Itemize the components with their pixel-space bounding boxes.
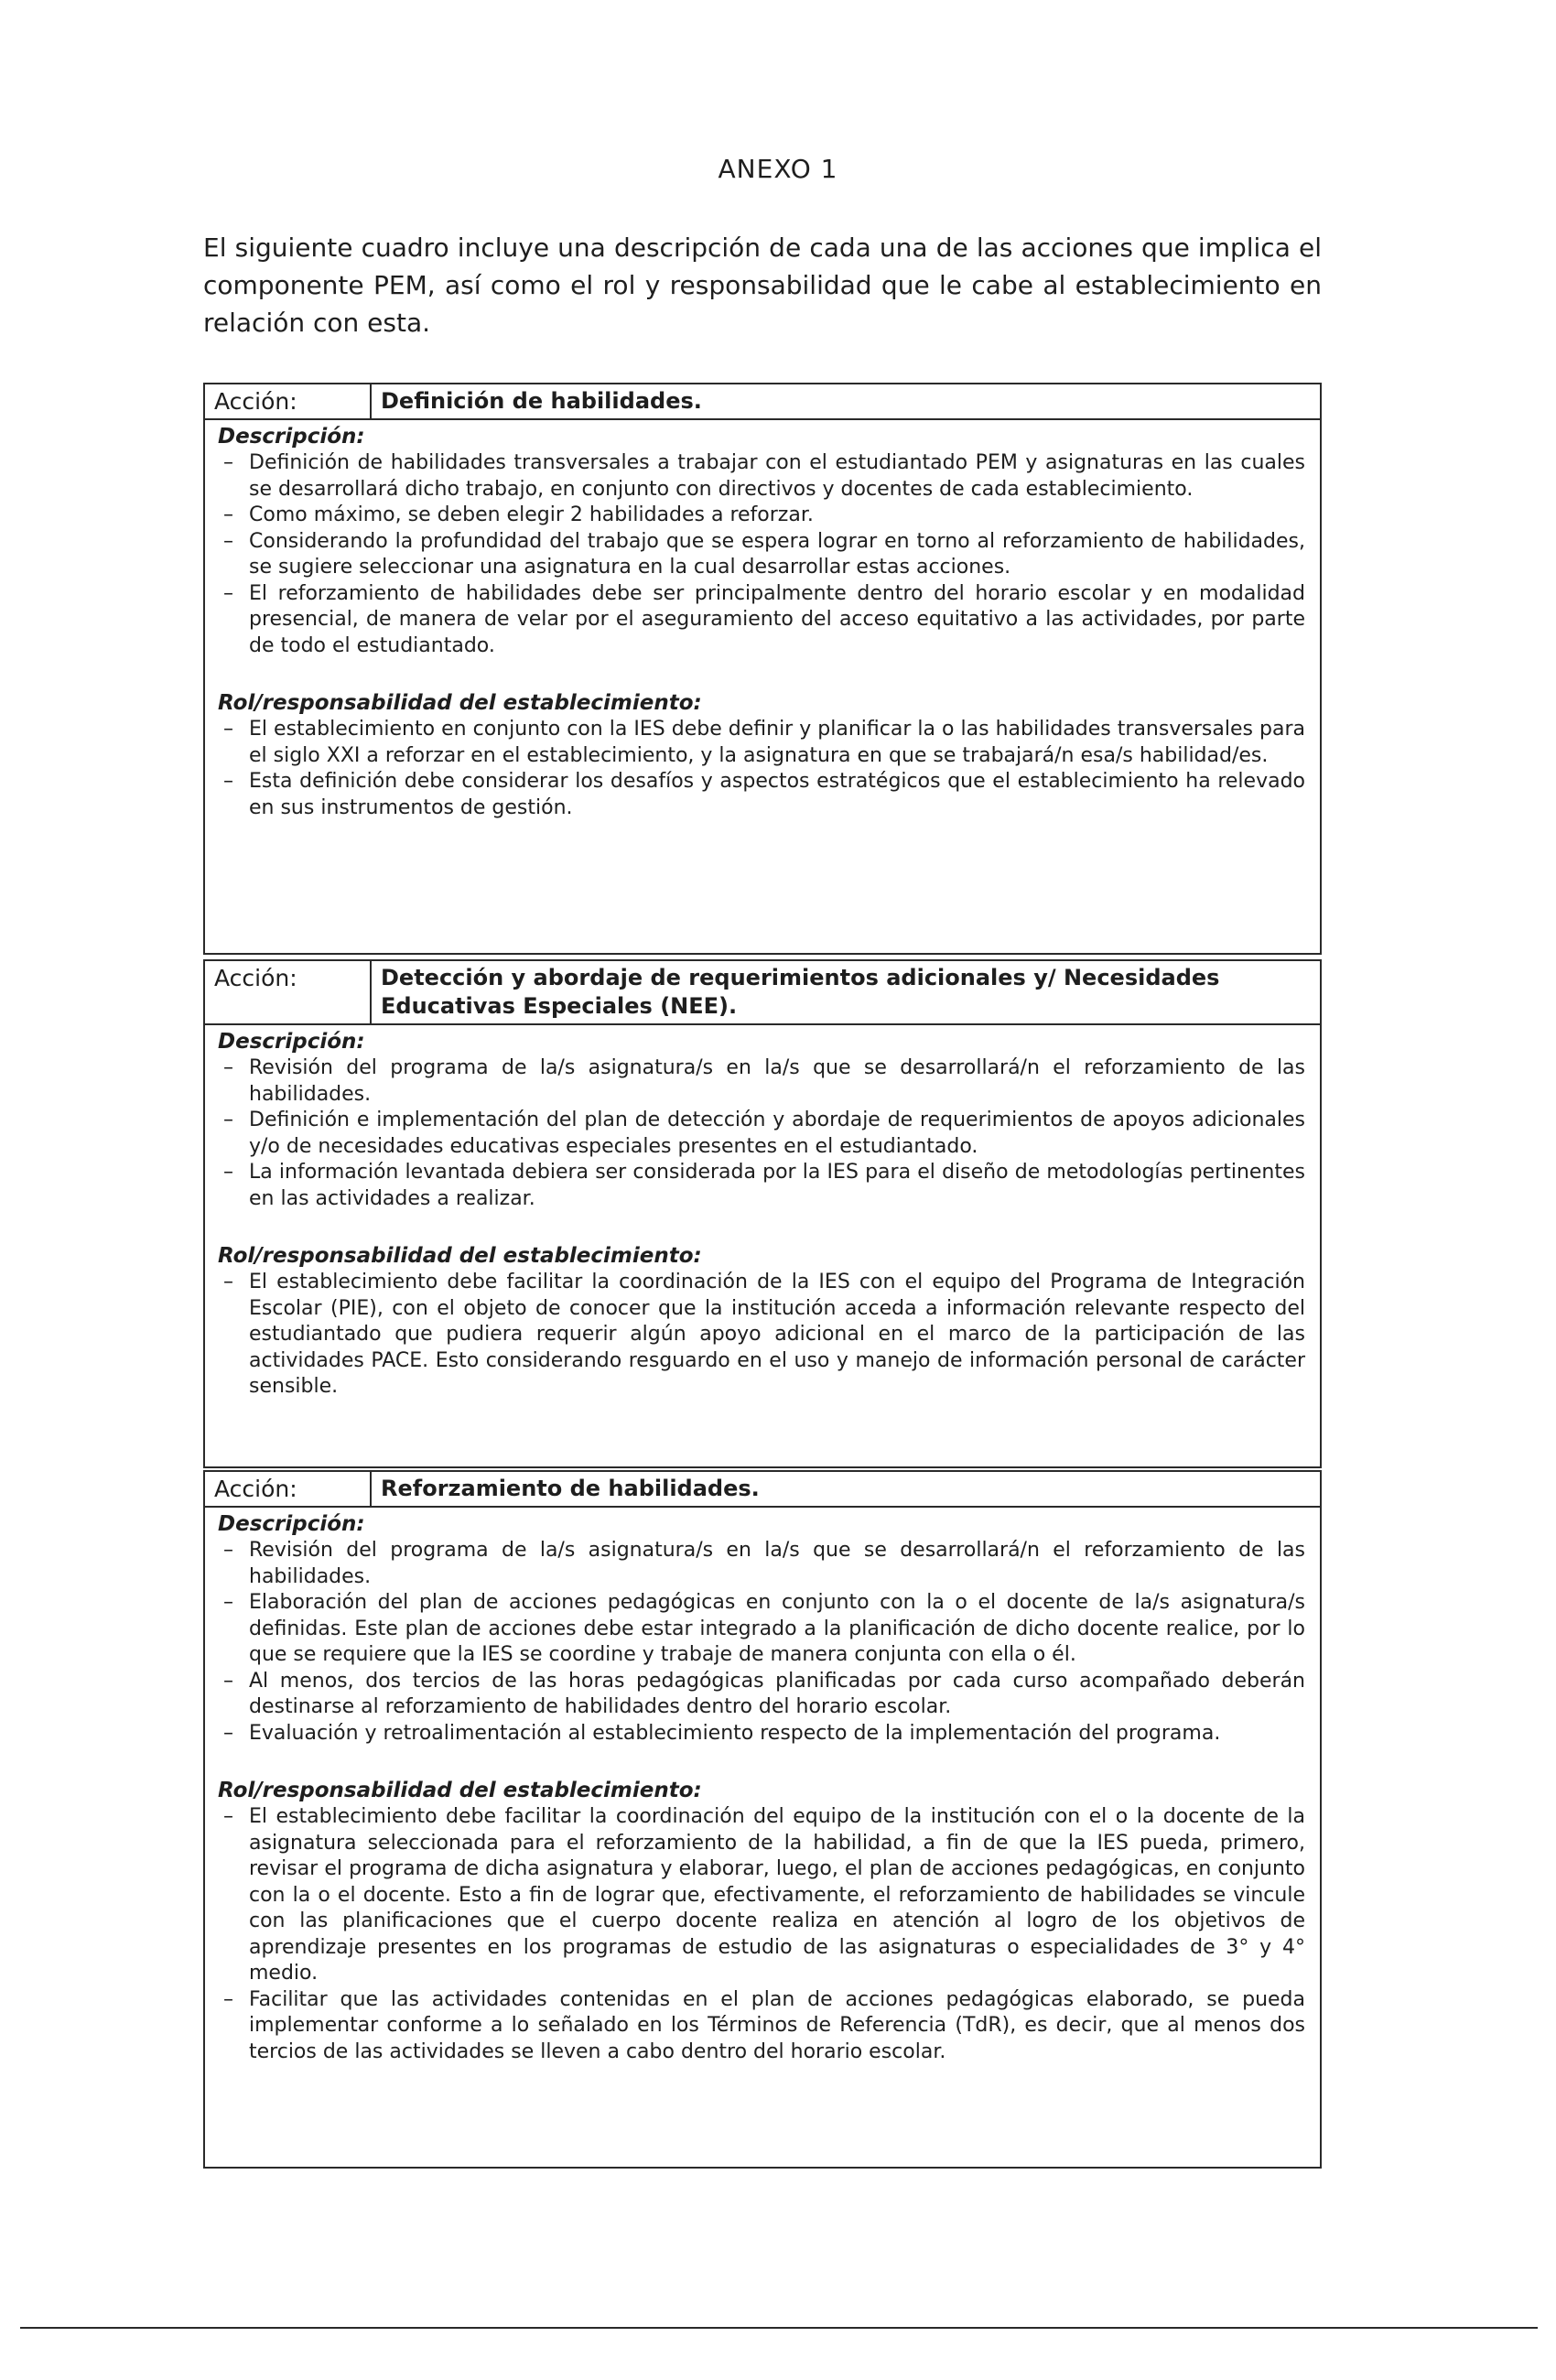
action-label: Acción:	[205, 384, 372, 418]
action-title: Reforzamiento de habilidades.	[381, 1476, 760, 1501]
action-title: Detección y abordaje de requerimientos adicionales y/ Necesidades Educativas Especiales (NEE).	[381, 965, 1220, 1019]
list-item: – El establecimiento en conjunto con la IES debe definir y planificar la o las habilidades transversales para el siglo XXI a reforzar en el establecimiento, y la asignatura en que se trabajará/n esa/s habilidad/es.	[218, 717, 1305, 769]
list-item: – Definición e implementación del plan de detección y abordaje de requerimientos de apoyos adicionales y/o de necesidades educativas especiales presentes en el estudiantado.	[218, 1108, 1305, 1160]
action-title: Definición de habilidades.	[381, 388, 702, 414]
description-list	[218, 450, 1305, 659]
list-item: – El establecimiento debe facilitar la coordinación de la IES con el equipo del Programa de Integración Escolar (PIE), con el objeto de conocer que la institución acceda a información relevante respecto del estudiantado que pudiera requerir algún apoyo adicional en el marco de la participación de las actividades PACE. Esto considerando resguardo en el uso y manejo de información personal de carácter sensible.	[218, 1270, 1305, 1401]
description-heading: Descripción:	[218, 425, 365, 449]
action-table-2	[203, 959, 1322, 1468]
action-table-3	[203, 1470, 1322, 2169]
role-heading: Rol/responsabilidad del establecimiento:	[218, 1244, 702, 1268]
action-body	[205, 1508, 1320, 2065]
list-item: – Considerando la profundidad del trabajo que se espera lograr en torno al reforzamiento de habilidades, se sugiere seleccionar una asignatura en la cual desarrollar estas acciones.	[218, 529, 1305, 581]
action-label: Acción:	[205, 961, 372, 1023]
footer-divider	[20, 2327, 1538, 2329]
action-header-row	[205, 961, 1320, 1025]
list-item: – El reforzamiento de habilidades debe ser principalmente dentro del horario escolar y en modalidad presencial, de manera de velar por el aseguramiento del acceso equitativo a las actividades, por parte de todo el estudiantado.	[218, 581, 1305, 660]
list-item: – Elaboración del plan de acciones pedagógicas en conjunto con la o el docente de la/s asignatura/s definidas. Este plan de acciones debe estar integrado a la planificación de dicho docente realice, por lo que se requiere que la IES se coordine y trabaje de manera conjunta con ella o él.	[218, 1590, 1305, 1669]
list-item: – Revisión del programa de la/s asignatura/s en la/s que se desarrollará/n el reforzamiento de las habilidades.	[218, 1055, 1305, 1108]
description-list	[218, 1538, 1305, 1747]
list-item: – Esta definición debe considerar los desafíos y aspectos estratégicos que el establecimiento ha relevado en sus instrumentos de gestión.	[218, 769, 1305, 821]
role-list	[218, 1804, 1305, 2065]
list-item: – La información levantada debiera ser considerada por la IES para el diseño de metodologías pertinentes en las actividades a realizar.	[218, 1160, 1305, 1212]
action-header-row	[205, 1472, 1320, 1508]
list-item: – Facilitar que las actividades contenidas en el plan de acciones pedagógicas elaborado, se pueda implementar conforme a lo señalado en los Términos de Referencia (TdR), es decir, que al menos dos tercios de las actividades se lleven a cabo dentro del horario escolar.	[218, 1987, 1305, 2066]
list-item: – Como máximo, se deben elegir 2 habilidades a reforzar.	[218, 503, 1305, 529]
role-list	[218, 1270, 1305, 1401]
action-header-row	[205, 384, 1320, 420]
role-heading: Rol/responsabilidad del establecimiento:	[218, 691, 702, 715]
description-heading: Descripción:	[218, 1030, 365, 1054]
list-item: – Definición de habilidades transversales a trabajar con el estudiantado PEM y asignaturas en las cuales se desarrollará dicho trabajo, en conjunto con directivos y docentes de cada establecimiento.	[218, 450, 1305, 503]
action-body	[205, 420, 1320, 821]
description-heading: Descripción:	[218, 1512, 365, 1536]
page-title: ANEXO 1	[718, 154, 838, 184]
description-list	[218, 1055, 1305, 1212]
role-heading: Rol/responsabilidad del establecimiento:	[218, 1779, 702, 1802]
list-item: – Al menos, dos tercios de las horas pedagógicas planificadas por cada curso acompañado deberán destinarse al reforzamiento de habilidades dentro del horario escolar.	[218, 1669, 1305, 1721]
action-table-1	[203, 383, 1322, 955]
action-body	[205, 1025, 1320, 1401]
list-item: – El establecimiento debe facilitar la coordinación del equipo de la institución con el o la docente de la asignatura seleccionada para el reforzamiento de la habilidad, a fin de que la IES pueda, primero, revisar el programa de dicha asignatura y elaborar, luego, el plan de acciones pedagógicas, en conjunto con la o el docente. Esto a fin de lograr que, efectivamente, el reforzamiento de habilidades se vincule con las planificaciones que el cuerpo docente realiza en atención al logro de los objetivos de aprendizaje presentes en los programas de estudio de las asignaturas o especialidades de 3° y 4° medio.	[218, 1804, 1305, 1987]
action-label: Acción:	[205, 1472, 372, 1506]
list-item: – Revisión del programa de la/s asignatura/s en la/s que se desarrollará/n el reforzamiento de las habilidades.	[218, 1538, 1305, 1590]
intro-paragraph: El siguiente cuadro incluye una descripción de cada una de las acciones que implica el componente PEM, así como el rol y responsabilidad que le cabe al establecimiento en relación con esta.	[203, 233, 1322, 338]
role-list	[218, 717, 1305, 821]
list-item: – Evaluación y retroalimentación al establecimiento respecto de la implementación del programa.	[218, 1721, 1305, 1747]
